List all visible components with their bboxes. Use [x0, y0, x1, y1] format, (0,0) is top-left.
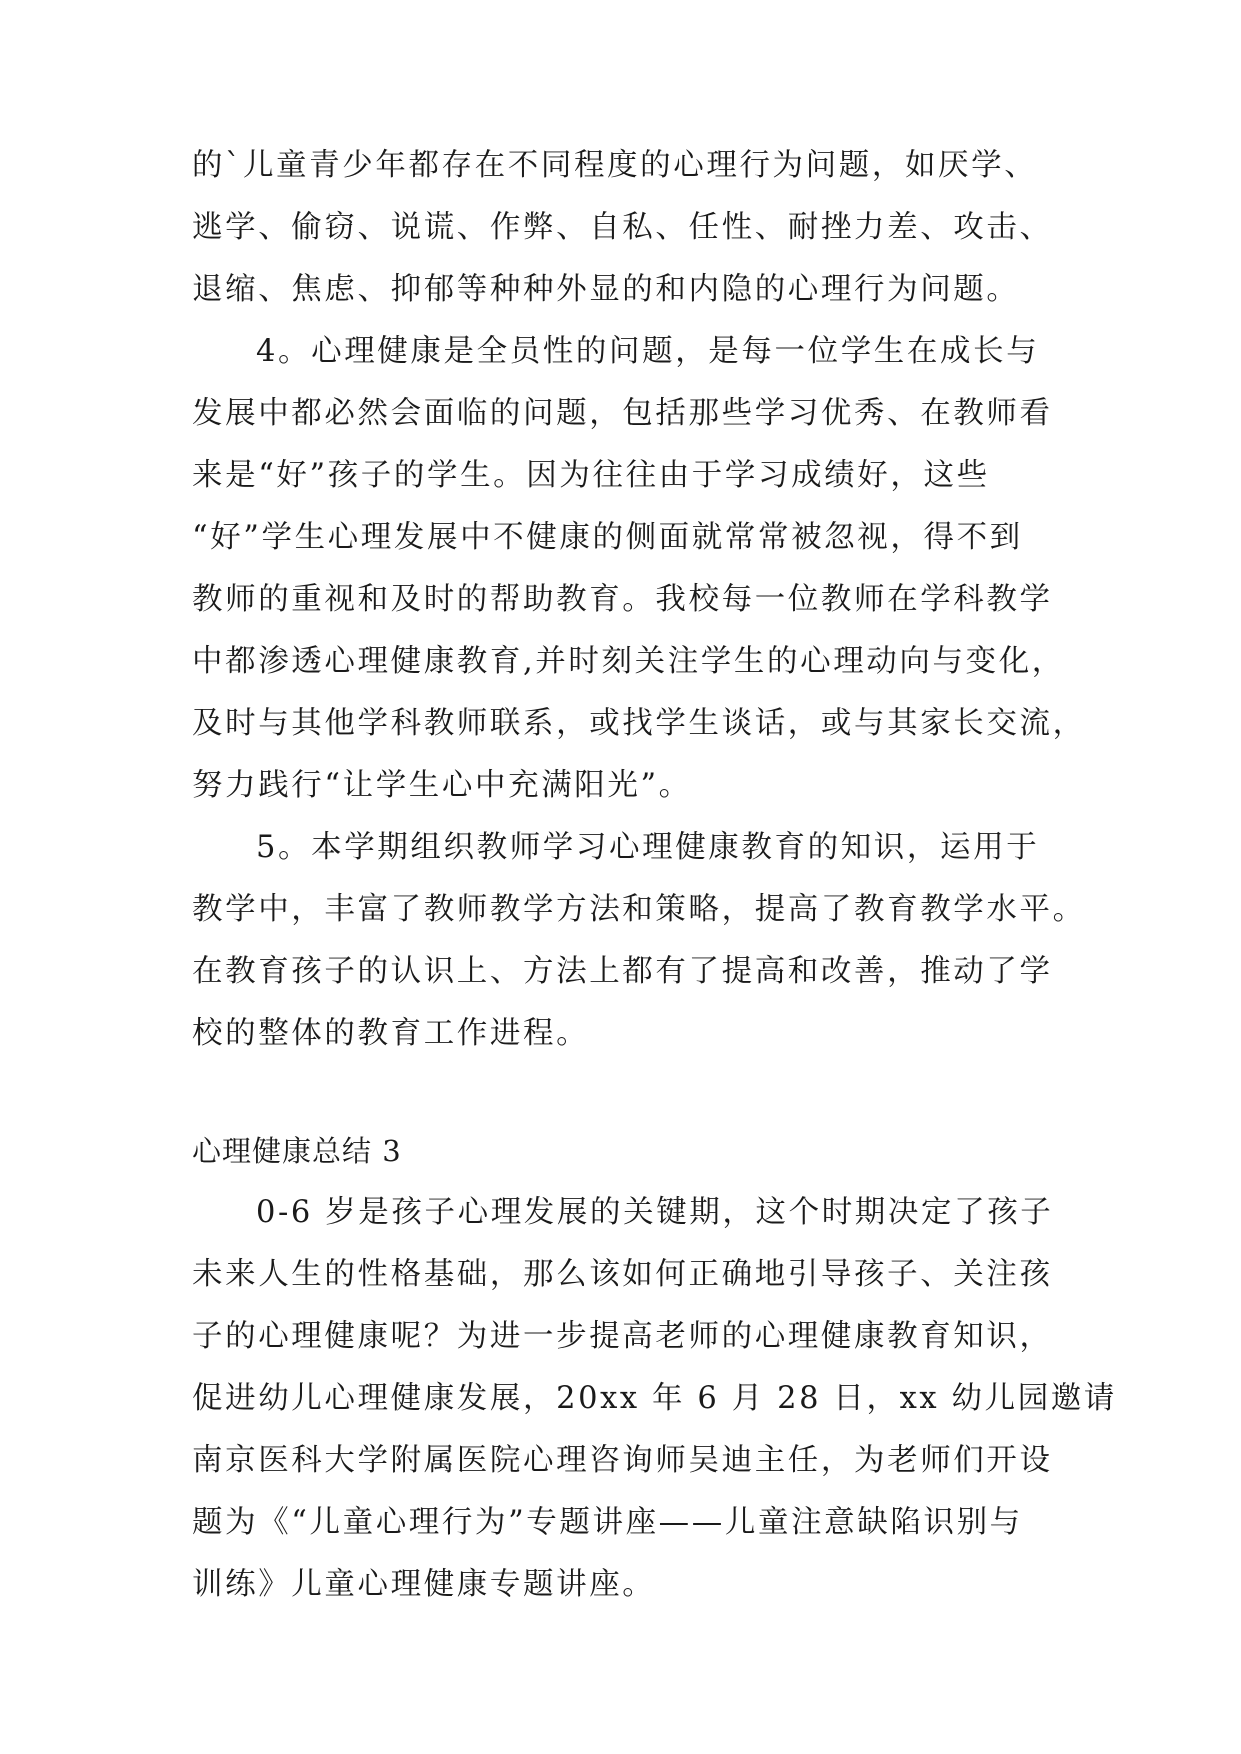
paragraph-line: 题为《“儿童心理行为”专题讲座——儿童注意缺陷识别与 — [192, 1505, 1023, 1540]
paragraph-line: 5。本学期组织教师学习心理健康教育的知识，运用于 — [256, 830, 1040, 865]
paragraph-line: 中都渗透心理健康教育,并时刻关注学生的心理动向与变化， — [192, 644, 1065, 679]
paragraph-line: 退缩、焦虑、抑郁等种种外显的和内隐的心理行为问题。 — [192, 272, 1020, 307]
paragraph-line: 0-6 岁是孩子心理发展的关键期，这个时期决定了孩子 — [256, 1195, 1054, 1230]
paragraph-line: 在教育孩子的认识上、方法上都有了提高和改善，推动了学 — [192, 954, 1053, 989]
paragraph-line: 及时与其他学科教师联系，或找学生谈话，或与其家长交流， — [192, 706, 1086, 741]
paragraph-line: “好”学生心理发展中不健康的侧面就常常被忽视，得不到 — [192, 520, 1023, 555]
paragraph-line: 4。心理健康是全员性的问题，是每一位学生在成长与 — [256, 334, 1040, 369]
paragraph-line: 发展中都必然会面临的问题，包括那些学习优秀、在教师看 — [192, 396, 1053, 431]
paragraph-line: 来是“好”孩子的学生。因为往往由于学习成绩好，这些 — [192, 458, 990, 493]
paragraph-line: 未来人生的性格基础，那么该如何正确地引导孩子、关注孩 — [192, 1257, 1053, 1292]
paragraph-line: 校的整体的教育工作进程。 — [192, 1016, 590, 1051]
paragraph-line: 南京医科大学附属医院心理咨询师吴迪主任，为老师们开设 — [192, 1443, 1053, 1478]
paragraph-line: 教学中，丰富了教师教学方法和策略，提高了教育教学水平。 — [192, 892, 1086, 927]
paragraph-line: 逃学、偷窃、说谎、作弊、自私、任性、耐挫力差、攻击、 — [192, 210, 1053, 245]
paragraph-line: 促进幼儿心理健康发展，20xx 年 6 月 28 日，xx 幼儿园邀请 — [192, 1381, 1117, 1416]
paragraph-line: 教师的重视和及时的帮助教育。我校每一位教师在学科教学 — [192, 582, 1053, 617]
section-heading: 心理健康总结 3 — [192, 1134, 402, 1168]
paragraph-line: 训练》儿童心理健康专题讲座。 — [192, 1567, 656, 1602]
paragraph-line: 努力践行“让学生心中充满阳光”。 — [192, 768, 692, 803]
paragraph-line: 的`儿童青少年都存在不同程度的心理行为问题，如厌学、 — [192, 148, 1038, 183]
paragraph-line: 子的心理健康呢？为进一步提高老师的心理健康教育知识， — [192, 1319, 1053, 1354]
